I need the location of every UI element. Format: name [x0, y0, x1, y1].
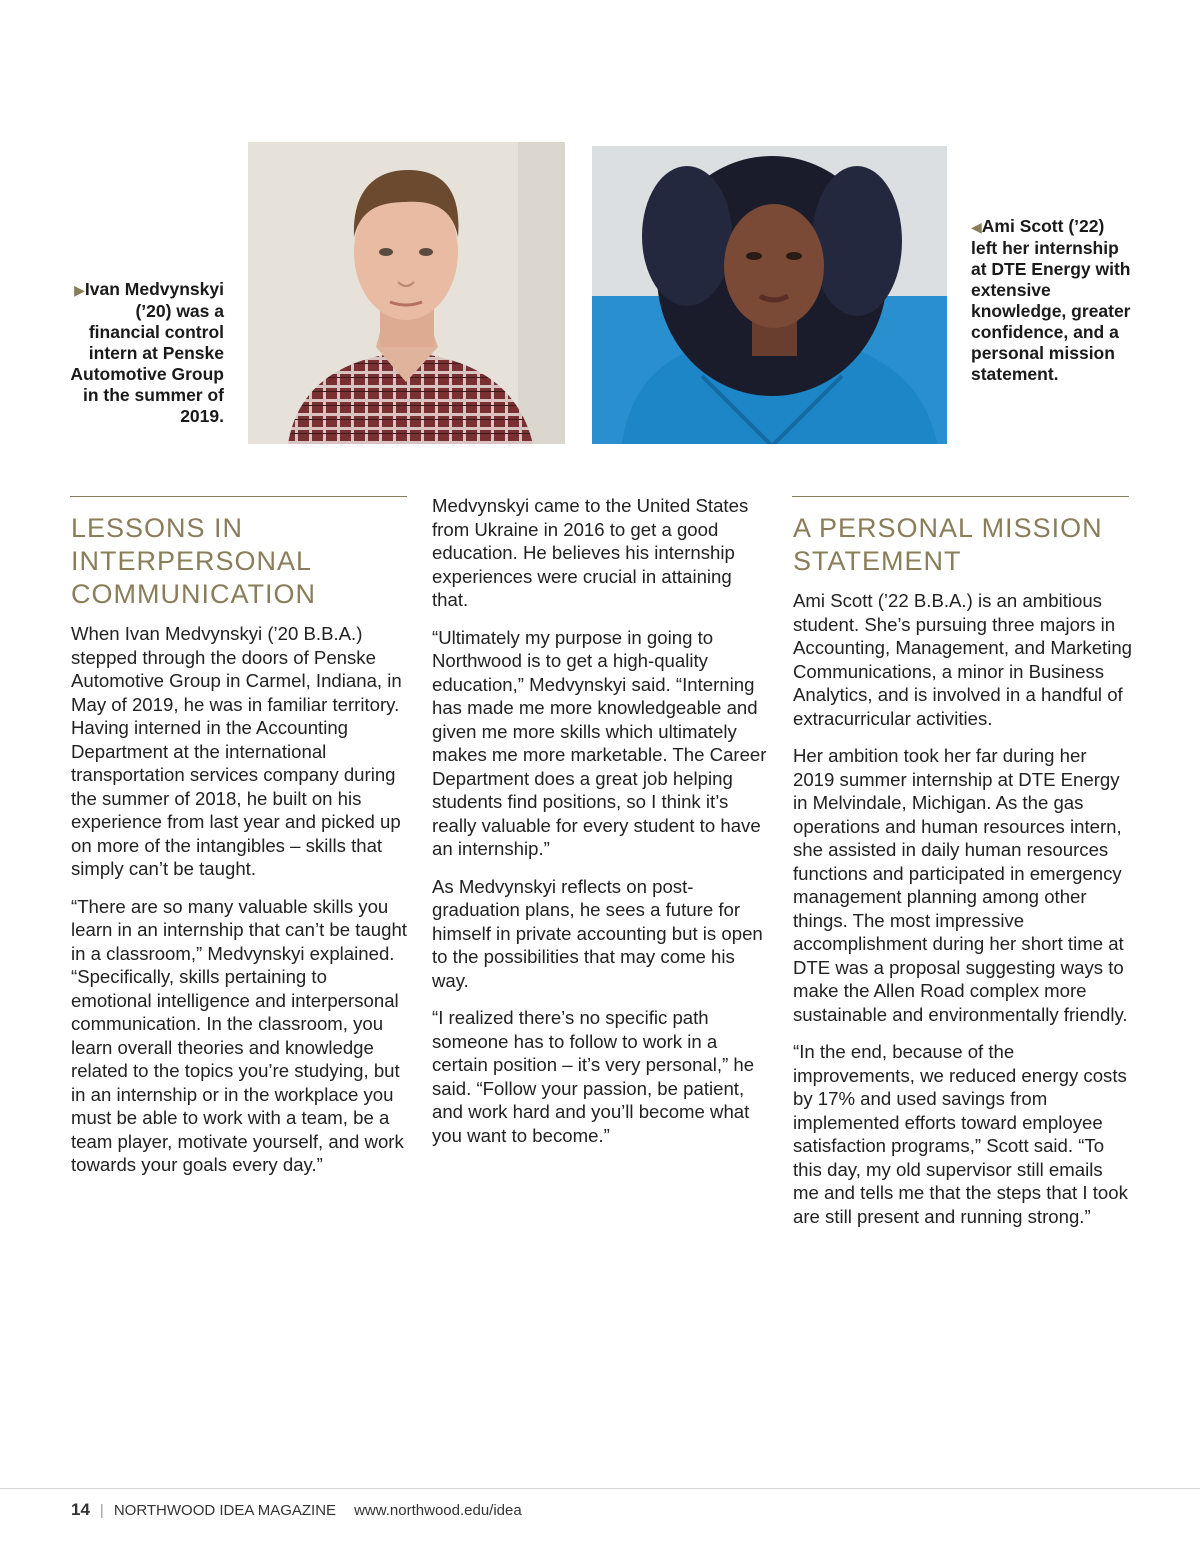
page-number: 14: [71, 1500, 90, 1519]
section-heading-mission: A PERSONAL MISSION STATEMENT: [793, 513, 1103, 576]
caption-ivan: [60, 279, 224, 427]
paragraph: Medvynskyi came to the United States from Ukraine in 2016 to get a good education. He believes his internship experiences were crucial in attaining that.: [432, 495, 749, 610]
triangle-left-icon: ◀: [971, 219, 982, 235]
footer-divider: [0, 1488, 1200, 1489]
column-right: [793, 496, 1133, 1242]
column-left: [71, 496, 411, 1191]
paragraph: When Ivan Medvynskyi (’20 B.B.A.) stepped through the doors of Penske Automotive Group in Carmel, Indiana, in May of 2019, he was in familiar territory. Having interned in the Accounting Department at the international transportation services company during the summer of 2018, he built on his experience from last year and picked up on more of the intangibles – skills that simply can’t be taught.: [71, 623, 402, 879]
magazine-url[interactable]: www.northwood.edu/idea: [354, 1502, 522, 1519]
column-middle: [432, 494, 772, 1161]
photo-ivan-medvynskyi: [248, 142, 565, 444]
paragraph: “There are so many valuable skills you learn in an internship that can’t be taught in a classroom,” Medvynskyi explained. “Specifically, skills pertaining to emotional intelligence and interpersonal communication. In the classroom, you learn overall theories and knowledge related to the topics you’re studying, but in an internship or in the workplace you must be able to work with a team, be a team player, motivate yourself, and work towards your goals every day.”: [71, 895, 407, 1175]
paragraph: “I realized there’s no specific path someone has to follow to work in a certain position – it’s very personal,” he said. “Follow your passion, be patient, and work hard and you’ll become what you want to become.”: [432, 1007, 755, 1146]
photo-ami-scott: [592, 146, 947, 444]
portrait-photo-ami-icon: [592, 146, 947, 444]
paragraph: As Medvynskyi reflects on post-graduation plans, he sees a future for himself in private accounting but is open to the possibilities that may come his way.: [432, 875, 763, 991]
paragraph: “In the end, because of the improvements, we reduced energy costs by 17% and used savings from implemented efforts toward employee satisfaction programs,” Scott said. “To this day, my old supervisor still emails me and tells me that the steps that I took are still present and running strong.”: [793, 1041, 1128, 1227]
caption-ami-text: Ami Scott (’22) left her internship at DTE Energy with extensive knowledge, greater confidence, and a personal mission statement.: [971, 216, 1131, 384]
section-heading-interpersonal: LESSONS IN INTERPERSONAL COMMUNICATION: [71, 513, 316, 609]
page-footer: [71, 1499, 522, 1522]
magazine-name: NORTHWOOD IDEA MAGAZINE: [113, 1502, 337, 1519]
footer-separator: |: [99, 1502, 104, 1519]
triangle-right-icon: ▶: [74, 282, 85, 298]
portrait-photo-ivan-icon: [248, 142, 565, 444]
section-divider: [792, 496, 1129, 497]
paragraph: Her ambition took her far during her 2019 summer internship at DTE Energy in Melvindale, Michigan. As the gas operations and human resources intern, she assisted in daily human resources functions and participated in emergency management planning among other things. The most impressive accomplishment during her short time at DTE was a proposal suggesting ways to make the Allen Road complex more sustainable and environmentally friendly.: [793, 745, 1128, 1025]
caption-ivan-text: Ivan Medvynskyi (’20) was a financial control intern at Penske Automotive Group in the summer of 2019.: [70, 279, 224, 426]
caption-ami: [971, 216, 1131, 385]
paragraph: Ami Scott (’22 B.B.A.) is an ambitious student. She’s pursuing three majors in Accounting, Management, and Marketing Communications, a minor in Business Analytics, and is involved in a handful of extracurricular activities.: [793, 590, 1133, 729]
paragraph: “Ultimately my purpose in going to Northwood is to get a high-quality education,” Medvynskyi said. “Interning has made me more knowledgeable and given me more skills which ultimately makes me more marketable. The Career Department does a great job helping students find positions, so I think it’s really valuable for every student to have an internship.”: [432, 626, 767, 859]
section-divider: [70, 496, 407, 497]
